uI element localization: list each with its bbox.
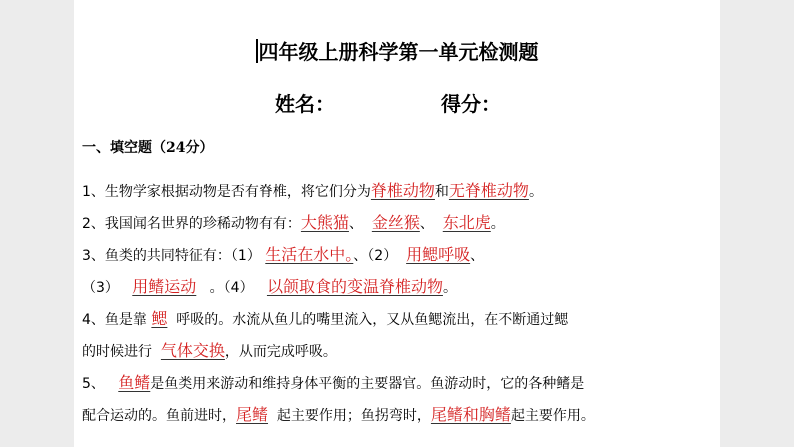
title-text: 四年级上册科学第一单元检测题 (258, 40, 539, 64)
question-2 (82, 210, 505, 233)
q3-answer-1: 生活在水中。 (265, 245, 354, 264)
question-1 (82, 178, 543, 201)
section-heading: 一、填空题（24分） (82, 140, 214, 156)
q4-text-2: 呼吸的。水流从鱼儿的嘴里流入，又从鱼鳃流出，在不断通过鳃 (176, 312, 569, 328)
text-cursor (256, 39, 258, 63)
q2-text-2: 、 (348, 216, 363, 232)
q2-text: 2、我国闻名世界的珍稀动物有有： (82, 216, 301, 232)
page-title (0, 36, 794, 65)
question-5 (82, 370, 584, 393)
q3b-text-3: 。 (442, 280, 457, 296)
q2-answer-2: 金丝猴 (371, 213, 420, 232)
q1-text-2: 和 (434, 184, 449, 200)
question-3 (82, 242, 484, 265)
q4-answer-2: 气体交换 (160, 341, 225, 360)
q1-text: 1、生物学家根据动物是否有脊椎，将它们分为 (82, 184, 371, 200)
q4b-text-2: ，从而完成呼吸。 (224, 344, 337, 360)
q2-answer-1: 大熊猫 (300, 213, 349, 232)
q3-answer-3: 用鳍运动 (132, 277, 197, 296)
name-label: 姓名： (275, 92, 335, 116)
q5-text-2: 是鱼类用来游动和维持身体平衡的主要器官。鱼游动时，它的各种鳍是 (150, 376, 585, 392)
q3-text-2: 、（2） (353, 248, 398, 264)
q1-answer-2: 无脊椎动物 (448, 181, 529, 200)
question-4-cont (82, 338, 337, 361)
q5-answer-2: 尾鳍 (236, 405, 269, 424)
q5b-text: 配合运动的。鱼前进时， (82, 408, 236, 424)
question-3-cont (82, 274, 457, 297)
score-label: 得分： (441, 92, 501, 116)
q3-answer-2: 用鳃呼吸 (406, 245, 471, 264)
q4-answer-1: 鳃 (151, 309, 168, 328)
q4-text: 4、鱼是靠 (82, 312, 147, 328)
q3b-text-2: 。（4） (209, 280, 254, 296)
q3-text: 3、鱼类的共同特征有：（1） (82, 248, 261, 264)
q5b-text-3: 起主要作用。 (510, 408, 595, 424)
q2-text-4: 。 (490, 216, 505, 232)
q1-text-3: 。 (528, 184, 543, 200)
q3-answer-4: 以颌取食的变温脊椎动物 (266, 277, 443, 296)
question-5-cont (82, 402, 595, 425)
q5-text: 5、 (82, 376, 105, 392)
q5-answer-1: 鱼鳍 (118, 373, 151, 392)
q3-text-3: 、 (470, 248, 485, 264)
q4b-text: 的时候进行 (82, 344, 152, 360)
q5b-text-2: 起主要作用；鱼拐弯时， (276, 408, 431, 424)
q2-answer-3: 东北虎 (442, 213, 491, 232)
q1-answer-1: 脊椎动物 (370, 181, 435, 200)
q2-text-3: 、 (419, 216, 434, 232)
question-4 (82, 306, 568, 329)
q5-answer-3: 尾鳍和胸鳍 (430, 405, 511, 424)
q3b-text: （3） (82, 280, 119, 296)
